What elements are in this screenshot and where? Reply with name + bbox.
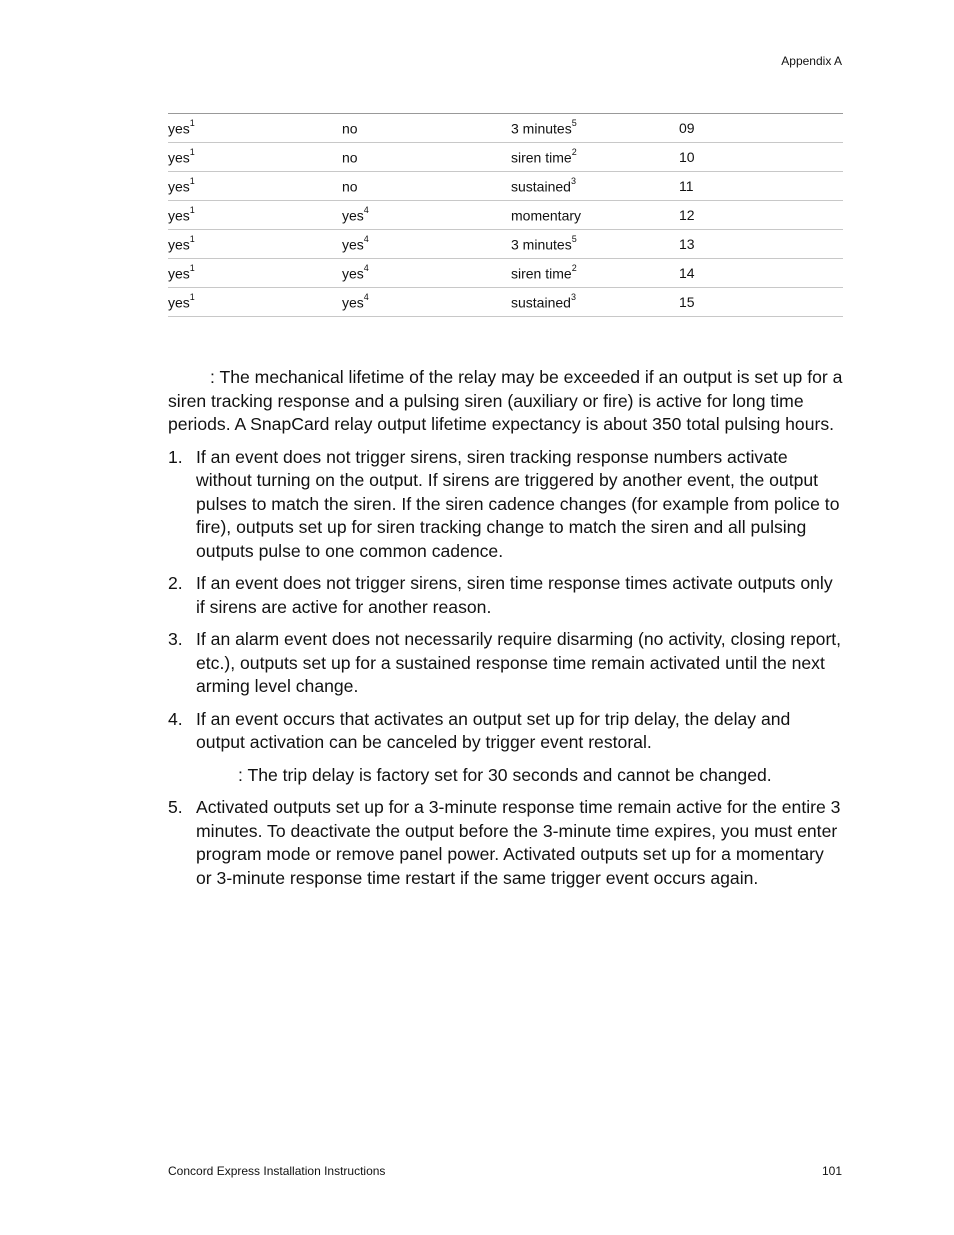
table-cell: yes$^1$ <box>168 175 195 195</box>
footer-document-title: Concord Express Installation Instructions <box>168 1164 386 1178</box>
table-cell: yes$^1$ <box>168 117 195 137</box>
table-cell: siren time$^2$ <box>511 262 577 282</box>
output-response-table <box>168 113 843 317</box>
table-cell: yes$^1$ <box>168 146 195 166</box>
table-cell: 15 <box>679 294 695 310</box>
trip-delay-note: : The trip delay is factory set for 30 seconds and cannot be changed. <box>238 764 772 785</box>
footnote-item <box>168 796 843 890</box>
table-row <box>168 230 843 259</box>
table-cell: yes$^1$ <box>168 262 195 282</box>
table-cell: 3 minutes$^5$ <box>511 117 577 137</box>
footnote-item <box>168 628 843 699</box>
footnote-list <box>168 446 843 755</box>
table-cell: yes$^4$ <box>342 233 369 253</box>
table-row <box>168 259 843 288</box>
footnote-text: If an event does not trigger sirens, siren tracking response numbers activate without turning on the output. If sirens are triggered by another event, the output pulses to match the siren. If the siren cadence changes (for example from police to fire), outputs set up for siren tracking change to match the siren and all pulsing outputs pulse to one common cadence. <box>196 446 840 561</box>
table-cell: yes$^4$ <box>342 204 369 224</box>
table-cell: sustained$^3$ <box>511 175 576 195</box>
table-cell: yes$^1$ <box>168 233 195 253</box>
footnote-number: 2. <box>168 573 183 593</box>
footnote-text: If an event does not trigger sirens, siren time response times activate outputs only if sirens are active for another reason. <box>196 573 833 617</box>
table-row <box>168 201 843 230</box>
footnote-number: 1. <box>168 446 183 467</box>
footnote-text: If an alarm event does not necessarily require disarming (no activity, closing report, etc.), outputs set up for a sustained response time remain activated until the next arming level change. <box>196 629 842 696</box>
table-row <box>168 143 843 172</box>
table-cell: yes$^4$ <box>342 291 369 311</box>
table-cell: yes$^1$ <box>168 204 195 224</box>
table-cell: momentary <box>511 207 582 224</box>
table-cell: 09 <box>679 120 695 136</box>
table-cell: 10 <box>679 149 695 165</box>
table-cell: no <box>342 149 358 166</box>
notes-section <box>168 366 843 899</box>
footnote-text: If an event occurs that activates an output set up for trip delay, the delay and output activation can be canceled by trigger event restoral. <box>196 708 791 752</box>
table-cell: no <box>342 120 358 137</box>
table-cell: 12 <box>679 207 695 223</box>
table-row <box>168 288 843 317</box>
page-number: 101 <box>821 1164 842 1178</box>
table-cell: no <box>342 178 358 195</box>
table-cell: 14 <box>679 265 695 281</box>
footnote-number: 5. <box>168 797 183 817</box>
relay-lifetime-note: : The mechanical lifetime of the relay may be exceeded if an output is set up for a siren tracking response and a pulsing siren (auxiliary or fire) is active for long time periods. A SnapCard relay output lifetime expectancy is about 350 total pulsing hours. <box>168 367 843 434</box>
table-cell: siren time$^2$ <box>511 146 577 166</box>
table-cell: sustained$^3$ <box>511 291 576 311</box>
footnote-item <box>168 572 843 619</box>
table-cell: yes$^1$ <box>168 291 195 311</box>
table-cell: 3 minutes$^5$ <box>511 233 577 253</box>
footnote-text: Activated outputs set up for a 3-minute response time remain active for the entire 3 minutes. To deactivate the output before the 3-minute time expires, you must enter program mode or remove panel power. Activated outputs set up for a momentary or 3-minute response time restart if the same trigger event occurs again. <box>196 797 841 888</box>
table-cell: 11 <box>679 178 694 194</box>
table-row <box>168 172 843 201</box>
footnote-number: 3. <box>168 629 183 649</box>
footnote-number: 4. <box>168 708 183 729</box>
footnote-item <box>168 446 843 564</box>
footnote-list-continued <box>168 796 843 890</box>
section-header: Appendix A <box>781 54 842 68</box>
footnote-item <box>168 708 843 755</box>
table-cell: yes$^4$ <box>342 262 369 282</box>
table-row <box>168 114 843 143</box>
table-cell: 13 <box>679 236 695 252</box>
